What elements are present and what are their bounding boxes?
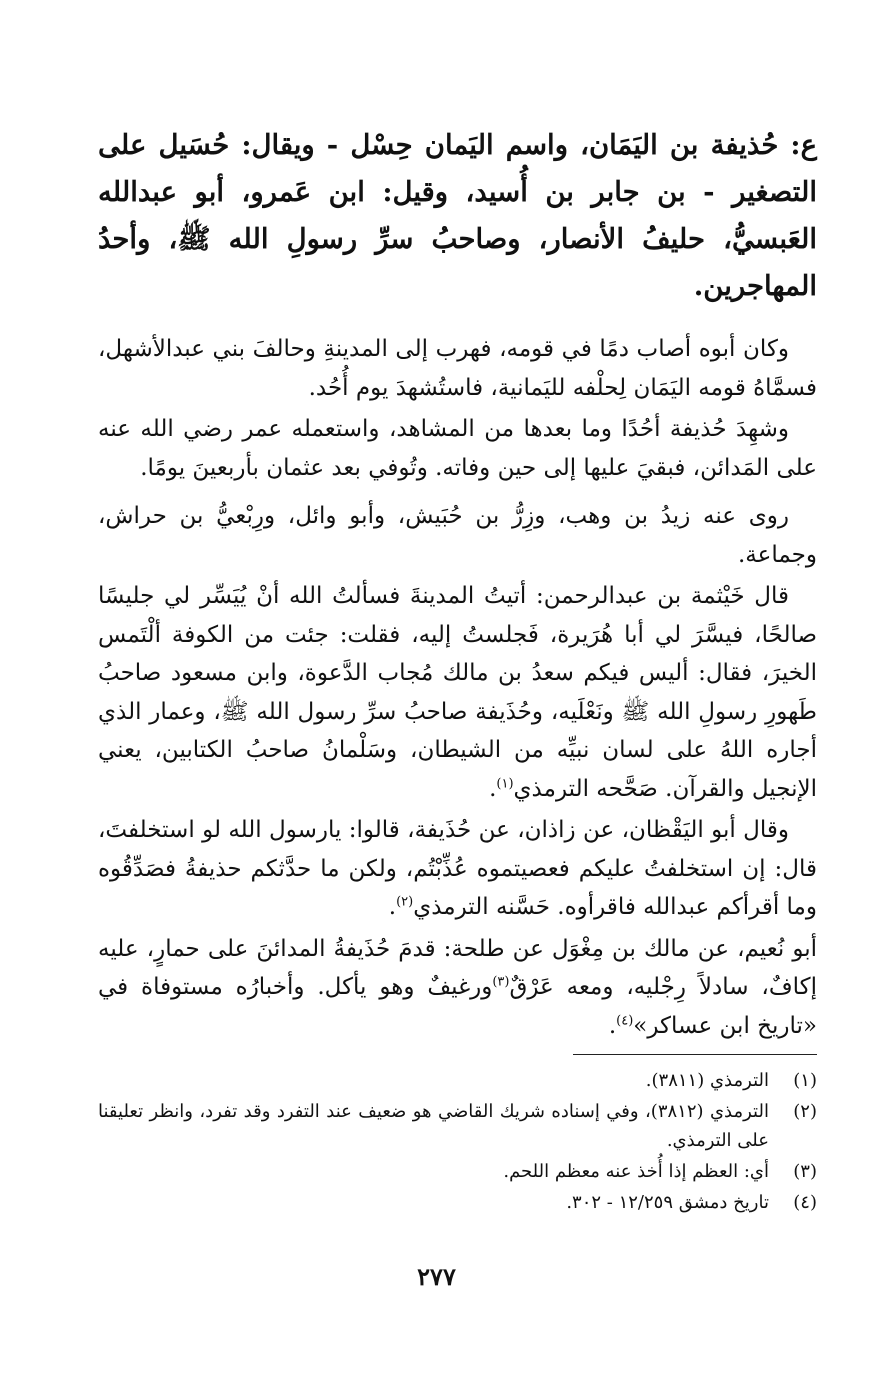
- footnote-ref: (١): [496, 775, 514, 791]
- footnote-text: الترمذي (٣٨١٢)، وفي إسناده شريك القاضي هو ضعيف عند التفرد وقد تفرد، وانظر تعليقنا على الترمذي.: [98, 1101, 769, 1151]
- footnote-text: تاريخ دمشق ١٢/٢٥٩ - ٣٠٢.: [566, 1192, 769, 1213]
- paragraph-abu-yaqzan: [98, 811, 817, 927]
- footnote-ref: (٢): [396, 894, 414, 910]
- paragraph-text: أبو نُعيم، عن مالك بن مِغْوَل عن طلحة: قدمَ حُذَيفةُ المدائنَ على حمارٍ، عليه إكافٌ، سادلاً رِجْليه، ومعه عَرْقٌ: [98, 935, 818, 1000]
- paragraph-father: [98, 330, 817, 407]
- paragraph-narrators: [98, 497, 817, 574]
- footnote-ref: (٤): [616, 1012, 634, 1028]
- entry-heading: ع: حُذيفة بن اليَمَان، واسم اليَمان حِسْل - ويقال: حُسَيل على التصغير - بن جابر بن أُسيد، وقيل: ابن عَمرو، أبو عبدالله العَبسيُّ، حليفُ الأنصار، وصاحبُ سرِّ رسولِ الله ﷺ، وأحدُ المهاجرين.: [98, 129, 817, 302]
- footnote-text: الترمذي (٣٨١١).: [645, 1070, 769, 1091]
- paragraph-khaythama: [98, 577, 817, 808]
- paragraph-madain: [98, 410, 817, 487]
- footnote-number: (٣): [793, 1161, 817, 1182]
- footnotes: [98, 1066, 817, 1219]
- paragraph-text: وكان أبوه أصاب دمًا في قومه، فهرب إلى المدينةِ وحالفَ بني عبدالأشهل، فسمَّاهُ قومه اليَمَان لِحلْفه لليَمانية، فاستُشهدَ يوم أُحُد.: [98, 336, 817, 401]
- footnote-number: (٤): [793, 1192, 817, 1213]
- footnote-item: [98, 1066, 817, 1095]
- paragraph-tail: .: [608, 1012, 617, 1039]
- footnote-number: (١): [793, 1070, 817, 1091]
- page-number: ٢٧٧: [417, 1262, 456, 1291]
- footnote-item: [98, 1188, 817, 1217]
- paragraph-text: وشهِدَ حُذيفة أحُدًا وما بعدها من المشاهد، واستعمله عمر رضي الله عنه على المَدائن، فبقيَ عليها إلى حين وفاته. وتُوفي بعد عثمان بأربعينَ يومًا.: [98, 416, 817, 481]
- paragraph-text: قال خَيْثمة بن عبدالرحمن: أتيتُ المدينةَ فسألتُ الله أنْ يُيَسِّر لي جليسًا صالحًا، فيسَّرَ لي أبا هُرَيرة، فَجلستُ إليه، فقلت: جئت من الكوفة ألْتَمس الخيرَ، فقال: أليس فيكم سعدُ بن مالك مُجاب الدَّعوة، وابن مسعود صاحبُ طَهورِ رسولِ الله ﷺ ونَعْلَيه، وحُذَيفة صاحبُ سرِّ رسول الله ﷺ، وعمار الذي أجاره اللهُ على لسان نبيِّه من الشيطان، وسَلْمانُ صاحبُ الكتابين، يعني الإنجيل والقرآن. صَحَّحه الترمذي: [98, 583, 818, 802]
- paragraph-tail: .: [388, 894, 397, 920]
- footnote-text: أي: العظم إذا أُخذ عنه معظم اللحم.: [503, 1161, 769, 1182]
- footnote-number: (٢): [793, 1101, 817, 1122]
- footnote-item: [98, 1157, 817, 1186]
- paragraph-text: وقال أبو اليَقْظان، عن زاذان، عن حُذَيفة، قالوا: يارسول الله لو استخلفتَ، قال: إن استخلفتُ عليكم فعصيتموه عُذِّبْتُم، ولكن ما حدَّثكم حذيفةُ فصَدِّقُوه وما أقرأكم عبدالله فاقرأوه. حَسَّنه الترمذي: [98, 817, 817, 920]
- entry-body: [98, 330, 817, 1045]
- paragraph-tail: .: [489, 775, 497, 802]
- paragraph-text: روى عنه زيدُ بن وهب، وزِرُّ بن حُبَيش، وأبو وائل، ورِبْعيُّ بن حراش، وجماعة.: [98, 503, 817, 568]
- footnote-ref: (٣): [492, 974, 510, 990]
- paragraph-abu-nuaym: [98, 930, 817, 1046]
- paragraph-tail: ورغيفٌ وهو يأكل. وأخبارُه مستوفاة في «تاريخ ابن عساكر»: [98, 974, 817, 1039]
- footnote-item: [98, 1097, 817, 1155]
- footnote-divider: [573, 1054, 817, 1055]
